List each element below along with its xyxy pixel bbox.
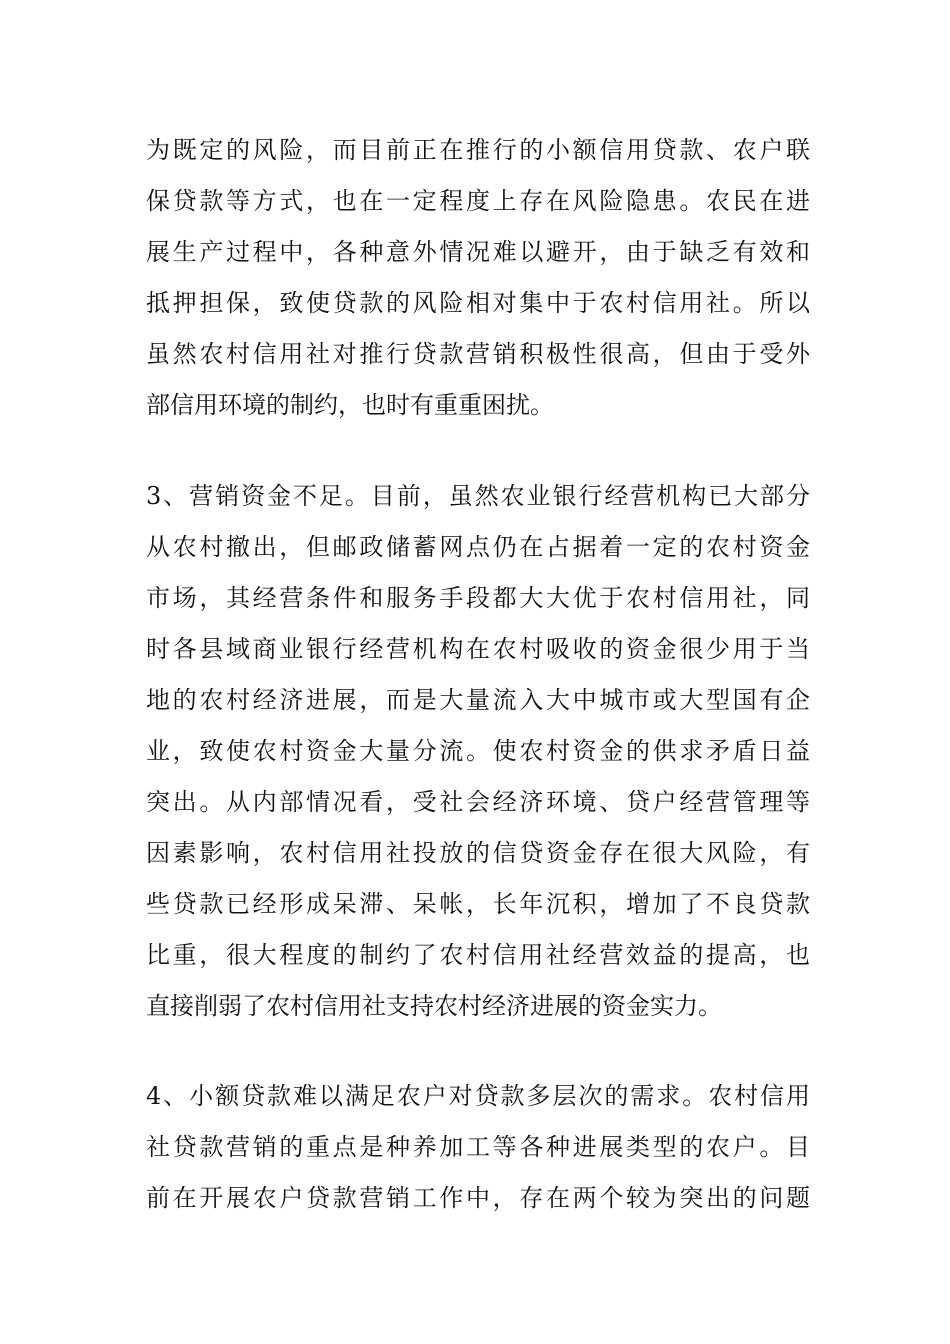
text-line: 直接削弱了农村信用社支持农村经济进展的资金实力。 <box>146 992 722 1020</box>
text-line: 市场，其经营条件和服务手段都大大优于农村信用社，同 <box>146 584 810 612</box>
text-line: 突出。从内部情况看，受社会经济环境、贷户经营管理等 <box>146 788 810 816</box>
text-line: 保贷款等方式，也在一定程度上存在风险隐患。农民在进 <box>146 187 810 215</box>
text-line: 部信用环境的制约，也时有重重困扰。 <box>146 391 554 419</box>
text-line: 因素影响，农村信用社投放的信贷资金存在很大风险，有 <box>146 839 810 867</box>
text-line: 3、营销资金不足。目前，虽然农业银行经营机构已大部分 <box>146 482 810 510</box>
text-line: 从农村撤出，但邮政储蓄网点仍在占据着一定的农村资金 <box>146 533 810 561</box>
text-line: 些贷款已经形成呆滞、呆帐，长年沉积，增加了不良贷款 <box>146 890 810 918</box>
text-line: 虽然农村信用社对推行贷款营销积极性很高，但由于受外 <box>146 340 810 368</box>
paragraph-risk-continuation <box>146 125 810 431</box>
paragraph-insufficient-funds <box>146 471 810 1032</box>
text-line: 比重，很大程度的制约了农村信用社经营效益的提高，也 <box>146 941 810 969</box>
text-line: 地的农村经济进展，而是大量流入大中城市或大型国有企 <box>146 686 810 714</box>
text-line: 时各县域商业银行经营机构在农村吸收的资金很少用于当 <box>146 635 810 663</box>
text-line: 展生产过程中，各种意外情况难以避开，由于缺乏有效和 <box>146 238 810 266</box>
text-line: 前在开展农户贷款营销工作中，存在两个较为突出的问题 <box>146 1184 810 1212</box>
text-line: 4、小额贷款难以满足农户对贷款多层次的需求。农村信用 <box>146 1082 810 1110</box>
text-line: 业，致使农村资金大量分流。使农村资金的供求矛盾日益 <box>146 737 810 765</box>
text-line: 为既定的风险，而目前正在推行的小额信用贷款、农户联 <box>146 136 810 164</box>
text-line: 社贷款营销的重点是种养加工等各种进展类型的农户。目 <box>146 1133 810 1161</box>
text-line: 抵押担保，致使贷款的风险相对集中于农村信用社。所以 <box>146 289 810 317</box>
paragraph-small-loans <box>146 1071 810 1224</box>
